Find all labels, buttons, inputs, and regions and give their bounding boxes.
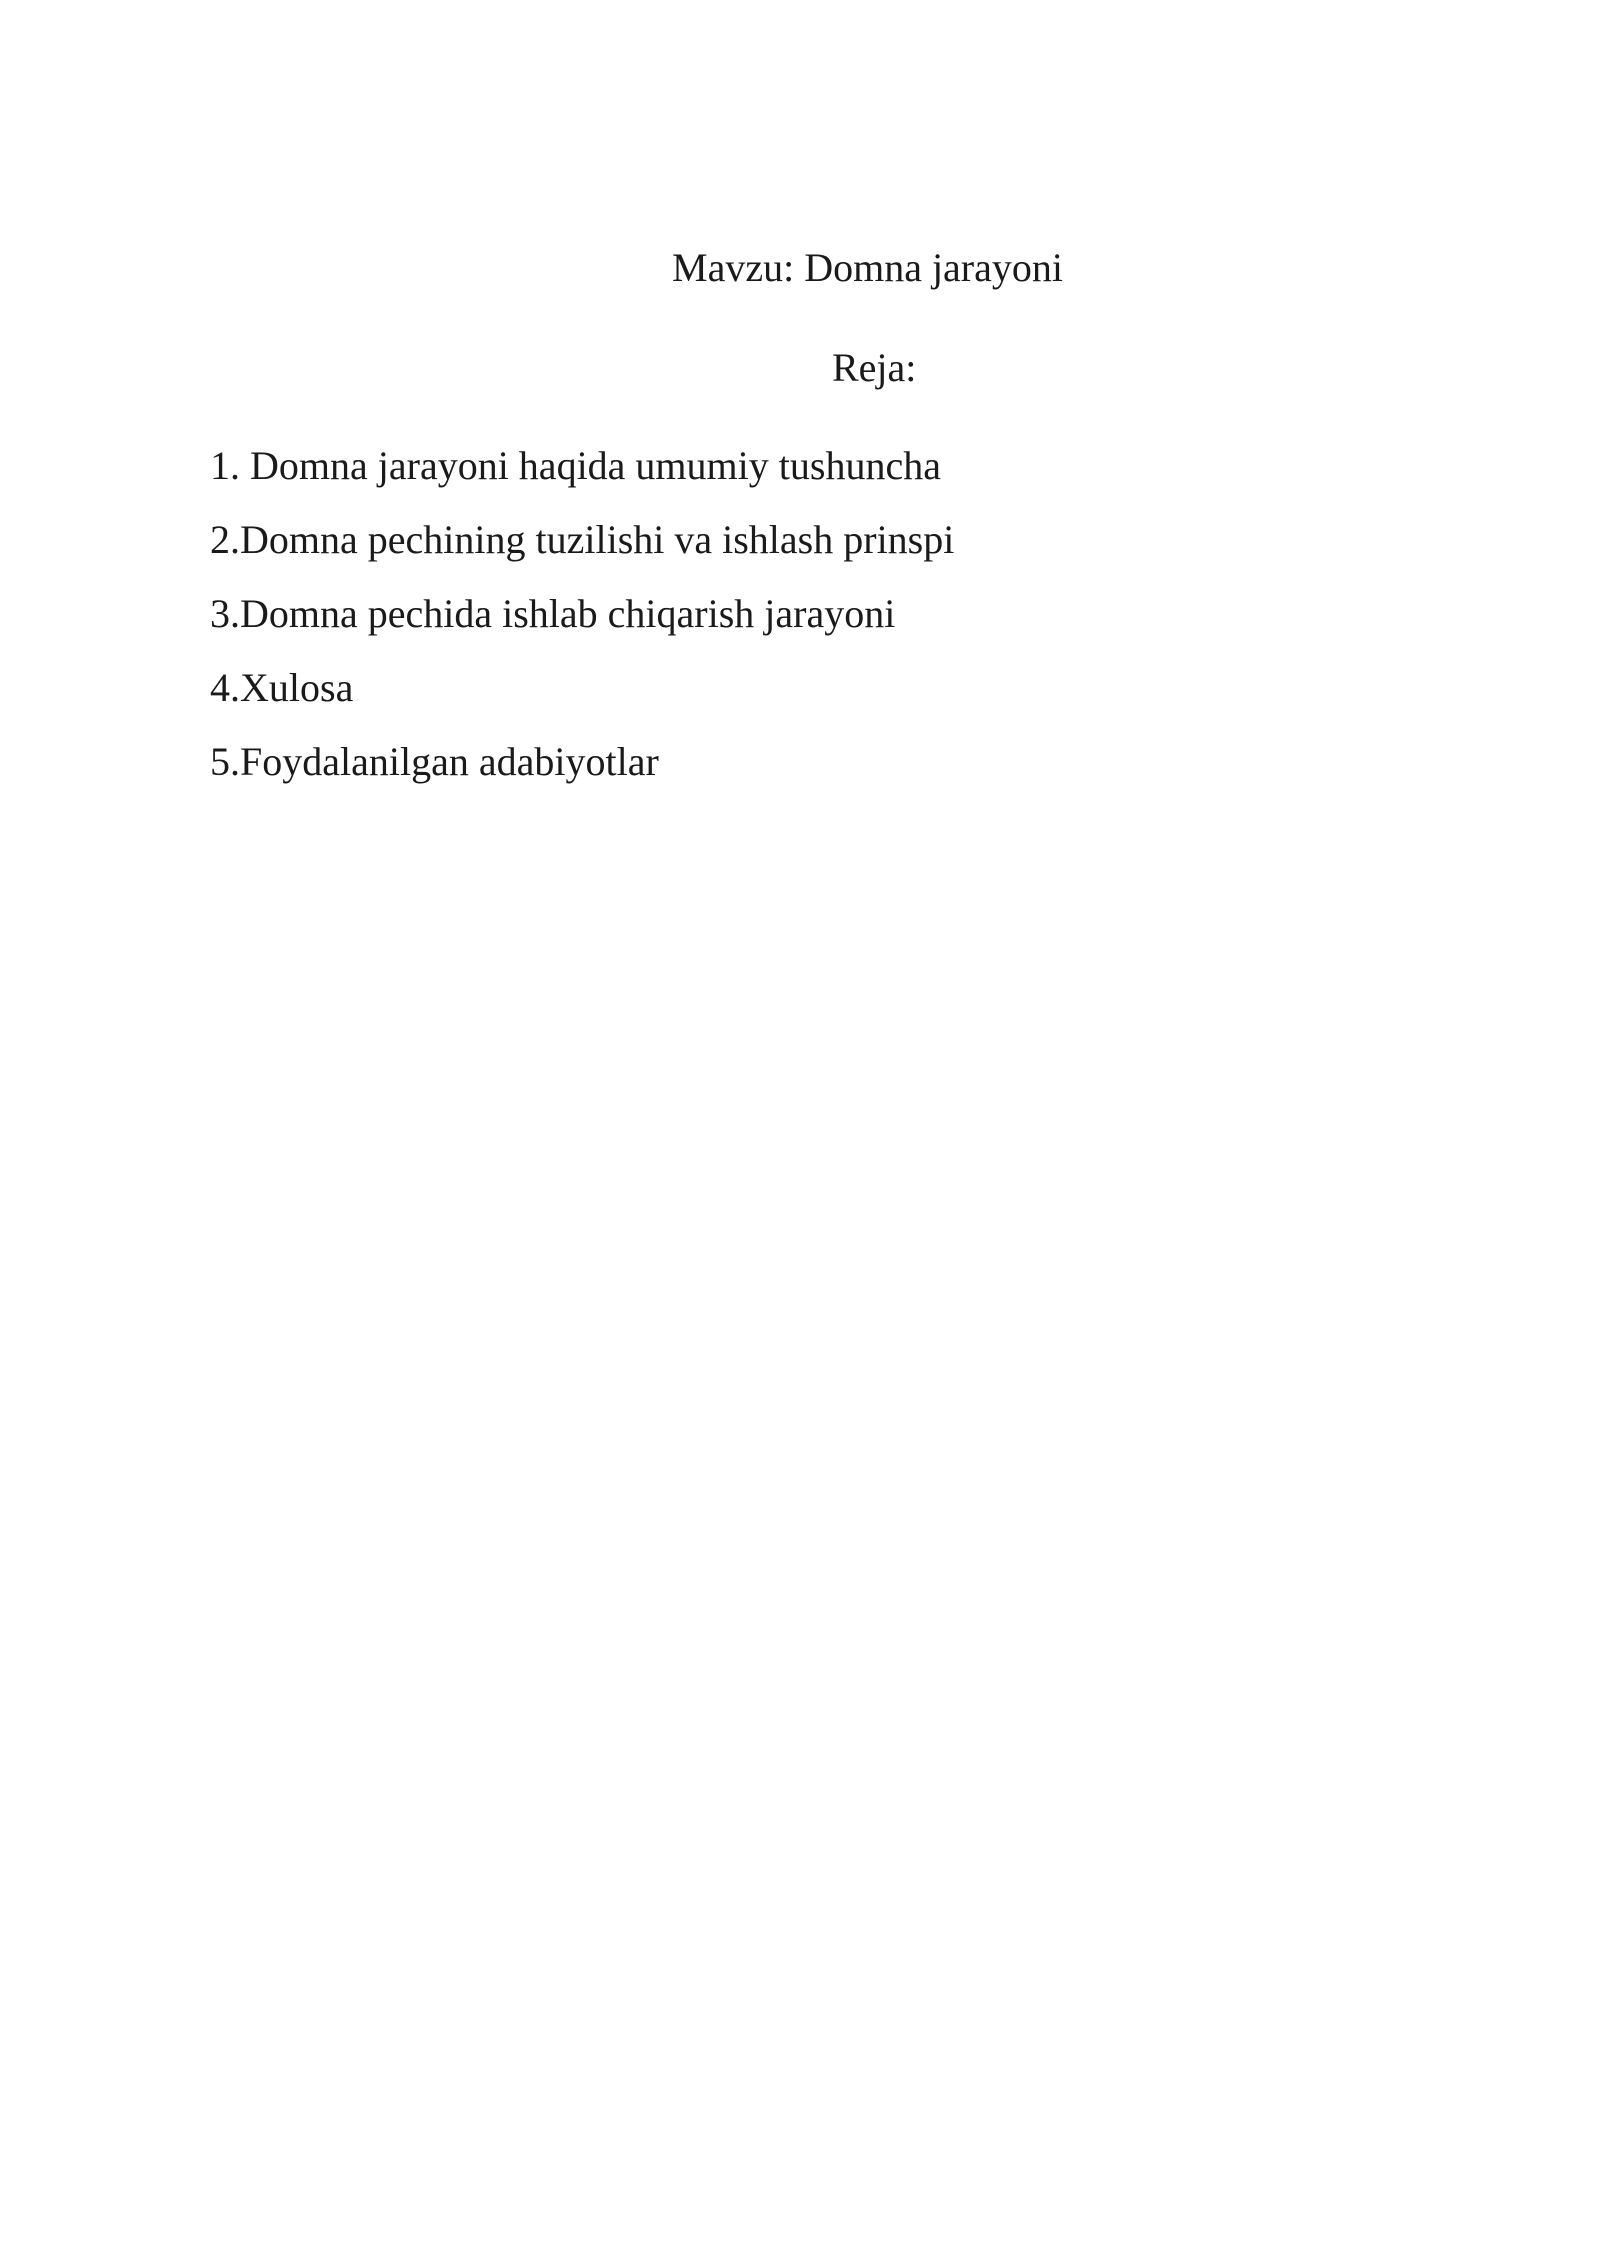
plan-item: 2.Domna pechining tuzilishi va ishlash prinspi	[210, 517, 955, 562]
plan-list	[210, 440, 954, 810]
plan-item: 5.Foydalanilgan adabiyotlar	[210, 739, 659, 784]
plan-item: 3.Domna pechida ishlab chiqarish jarayoni	[210, 591, 896, 636]
plan-item: 1. Domna jarayoni haqida umumiy tushuncha	[210, 443, 941, 488]
document-title: Mavzu: Domna jarayoni	[672, 245, 1063, 290]
plan-heading: Reja:	[832, 345, 917, 390]
plan-item: 4.Xulosa	[210, 665, 354, 710]
